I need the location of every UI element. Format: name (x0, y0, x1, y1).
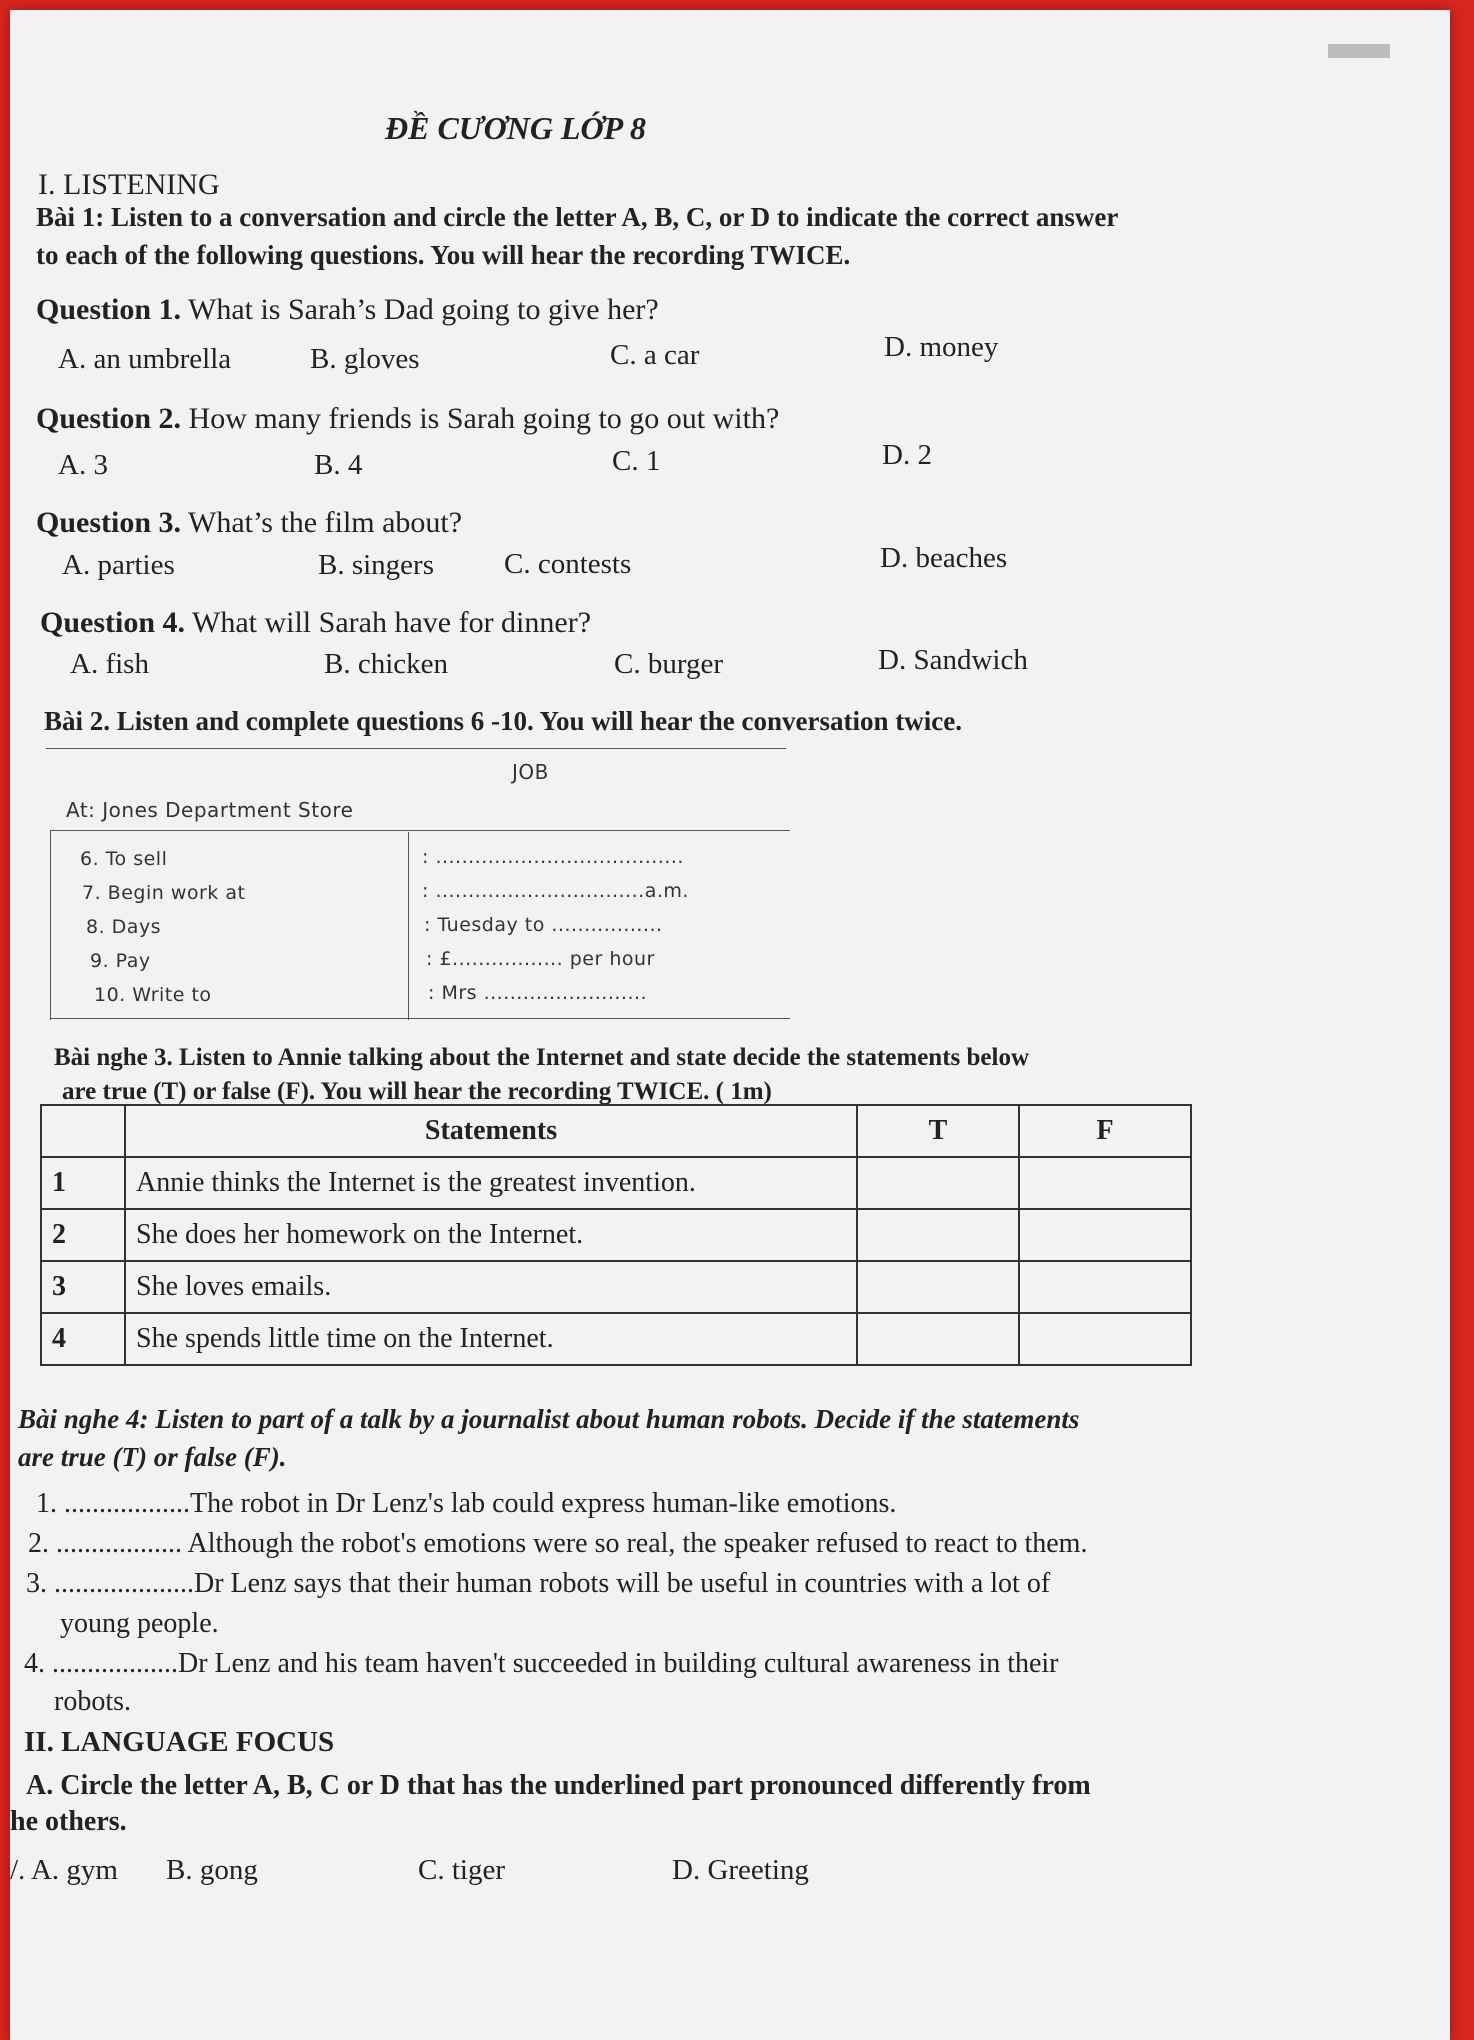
q2-option-c[interactable]: C. 1 (612, 445, 661, 477)
page-title: ĐỀ CƯƠNG LỚP 8 (385, 110, 646, 146)
job-form-title: JOB (512, 760, 549, 784)
t-answer-cell[interactable] (857, 1313, 1019, 1365)
item-number: 1. (36, 1488, 57, 1519)
job-row-label: 7. Begin work at (82, 882, 246, 904)
statement-text: She spends little time on the Internet. (125, 1313, 857, 1365)
item-number: 4. (24, 1648, 45, 1679)
job-row-label: 10. Write to (94, 984, 212, 1006)
pronunciation-question-1 (10, 1854, 118, 1887)
statements-header: Statements (125, 1105, 857, 1157)
option-a[interactable]: A. gym (30, 1854, 118, 1886)
statement-text: She loves emails. (125, 1261, 857, 1313)
job-row-label: 9. Pay (90, 950, 151, 972)
bai4-item-3 (26, 1568, 1050, 1600)
bai4-item-3-continued: young people. (60, 1608, 219, 1639)
job-form-subtitle: At: Jones Department Store (66, 798, 354, 822)
exam-paper (10, 10, 1450, 2040)
bai4-item-4-continued: robots. (54, 1686, 131, 1717)
row-number: 3 (41, 1261, 125, 1313)
item-text: The robot in Dr Lenz's lab could express human-like emotions. (190, 1488, 897, 1519)
item-number: 3. (26, 1568, 47, 1599)
question-label: Question 3. (36, 506, 182, 539)
row-number: 2 (41, 1209, 125, 1261)
job-row-blank[interactable]: : Mrs ......................... (428, 982, 648, 1004)
question-text: What is Sarah’s Dad going to give her? (188, 293, 659, 326)
bai4-instruction-line1: Bài nghe 4: Listen to part of a talk by a journalist about human robots. Decide if the statements (18, 1404, 1080, 1434)
true-false-table (40, 1104, 1192, 1366)
t-answer-cell[interactable] (857, 1157, 1019, 1209)
form-left-border (50, 830, 51, 1020)
job-row-blank[interactable]: : Tuesday to ................. (424, 914, 663, 936)
option-d[interactable]: D. Greeting (672, 1854, 809, 1886)
statement-text: She does her homework on the Internet. (125, 1209, 857, 1261)
section-language-focus-heading: II. LANGUAGE FOCUS (24, 1726, 335, 1758)
q4-option-a[interactable]: A. fish (70, 648, 149, 680)
item-text: Dr Lenz and his team haven't succeeded in building cultural awareness in their (178, 1648, 1059, 1679)
paper-tag (1328, 44, 1390, 58)
num-header (41, 1105, 125, 1157)
q4-option-b[interactable]: B. chicken (324, 648, 449, 680)
question-text: What will Sarah have for dinner? (192, 606, 592, 639)
job-row-blank[interactable]: : ...................................... (422, 846, 684, 868)
item-text: Dr Lenz says that their human robots will be useful in countries with a lot of (194, 1568, 1051, 1599)
q3-option-c[interactable]: C. contests (504, 548, 632, 580)
f-header: F (1019, 1105, 1191, 1157)
job-row-label: 6. To sell (80, 848, 168, 870)
q4-option-d[interactable]: D. Sandwich (878, 644, 1028, 676)
question-1 (36, 293, 659, 327)
f-answer-cell[interactable] (1019, 1157, 1191, 1209)
bai3-instruction-line2: are true (T) or false (F). You will hear the recording TWICE. ( 1m) (62, 1078, 772, 1105)
bai2-instruction: Bài 2. Listen and complete questions 6 -10. You will hear the conversation twice. (44, 706, 962, 736)
q2-option-a[interactable]: A. 3 (58, 449, 108, 481)
q3-option-a[interactable]: A. parties (62, 549, 175, 581)
table-row (41, 1209, 1191, 1261)
table-row (41, 1261, 1191, 1313)
answer-blank[interactable]: .................. (56, 1528, 182, 1559)
bai1-instruction-line1: Bài 1: Listen to a conversation and circle the letter A, B, C, or D to indicate the correct answer (36, 202, 1119, 232)
section2-instruction-line2: he others. (10, 1806, 127, 1837)
f-answer-cell[interactable] (1019, 1209, 1191, 1261)
statement-text: Annie thinks the Internet is the greatest invention. (125, 1157, 857, 1209)
bai3-instruction-line1: Bài nghe 3. Listen to Annie talking about the Internet and state decide the statements below (54, 1044, 1030, 1071)
answer-blank[interactable]: .................. (64, 1488, 190, 1519)
bai4-item-1 (36, 1488, 896, 1520)
question-4 (40, 606, 591, 640)
bai4-instruction-line2: are true (T) or false (F). (18, 1442, 287, 1472)
answer-blank[interactable]: .................... (54, 1568, 194, 1599)
form-bottom-rule (50, 1018, 790, 1019)
table-header-row (41, 1105, 1191, 1157)
bai4-item-4 (24, 1648, 1059, 1680)
row-number: 1 (41, 1157, 125, 1209)
bai4-item-2 (28, 1528, 1087, 1560)
t-header: T (857, 1105, 1019, 1157)
option-c[interactable]: C. tiger (418, 1854, 505, 1886)
q4-option-c[interactable]: C. burger (614, 648, 724, 680)
section-listening-heading: I. LISTENING (38, 168, 220, 201)
q3-option-b[interactable]: B. singers (318, 549, 434, 581)
q3-option-d[interactable]: D. beaches (880, 542, 1008, 574)
item-text: Although the robot's emotions were so real, the speaker refused to react to them. (187, 1528, 1088, 1559)
job-row-blank[interactable]: : ................................a.m. (422, 880, 689, 902)
q2-option-b[interactable]: B. 4 (314, 449, 363, 481)
question-2 (36, 402, 779, 436)
option-b[interactable]: B. gong (166, 1854, 258, 1886)
form-divider (408, 832, 409, 1020)
question-label: Question 2. (36, 402, 182, 435)
bai1-instruction-line2: to each of the following questions. You will hear the recording TWICE. (36, 240, 851, 270)
q1-option-b[interactable]: B. gloves (310, 343, 420, 375)
table-row (41, 1157, 1191, 1209)
f-answer-cell[interactable] (1019, 1313, 1191, 1365)
q1-option-a[interactable]: A. an umbrella (58, 343, 232, 375)
question-prefix: /. (10, 1854, 26, 1886)
question-3 (36, 506, 462, 540)
job-row-blank[interactable]: : £................. per hour (426, 948, 655, 970)
job-row-label: 8. Days (86, 916, 162, 938)
form-header-rule (50, 830, 790, 831)
form-top-rule (46, 748, 786, 749)
question-text: What’s the film about? (188, 506, 463, 539)
q2-option-d[interactable]: D. 2 (882, 439, 932, 471)
question-label: Question 1. (36, 293, 182, 326)
question-label: Question 4. (40, 606, 186, 639)
q1-option-d[interactable]: D. money (884, 331, 999, 363)
question-text: How many friends is Sarah going to go out with? (188, 402, 780, 435)
f-answer-cell[interactable] (1019, 1261, 1191, 1313)
section2-instruction-line1: A. Circle the letter A, B, C or D that has the underlined part pronounced differently from (26, 1770, 1091, 1801)
answer-blank[interactable]: .................. (52, 1648, 178, 1679)
item-number: 2. (28, 1528, 49, 1559)
t-answer-cell[interactable] (857, 1209, 1019, 1261)
row-number: 4 (41, 1313, 125, 1365)
table-row (41, 1313, 1191, 1365)
q1-option-c[interactable]: C. a car (610, 339, 700, 371)
t-answer-cell[interactable] (857, 1261, 1019, 1313)
